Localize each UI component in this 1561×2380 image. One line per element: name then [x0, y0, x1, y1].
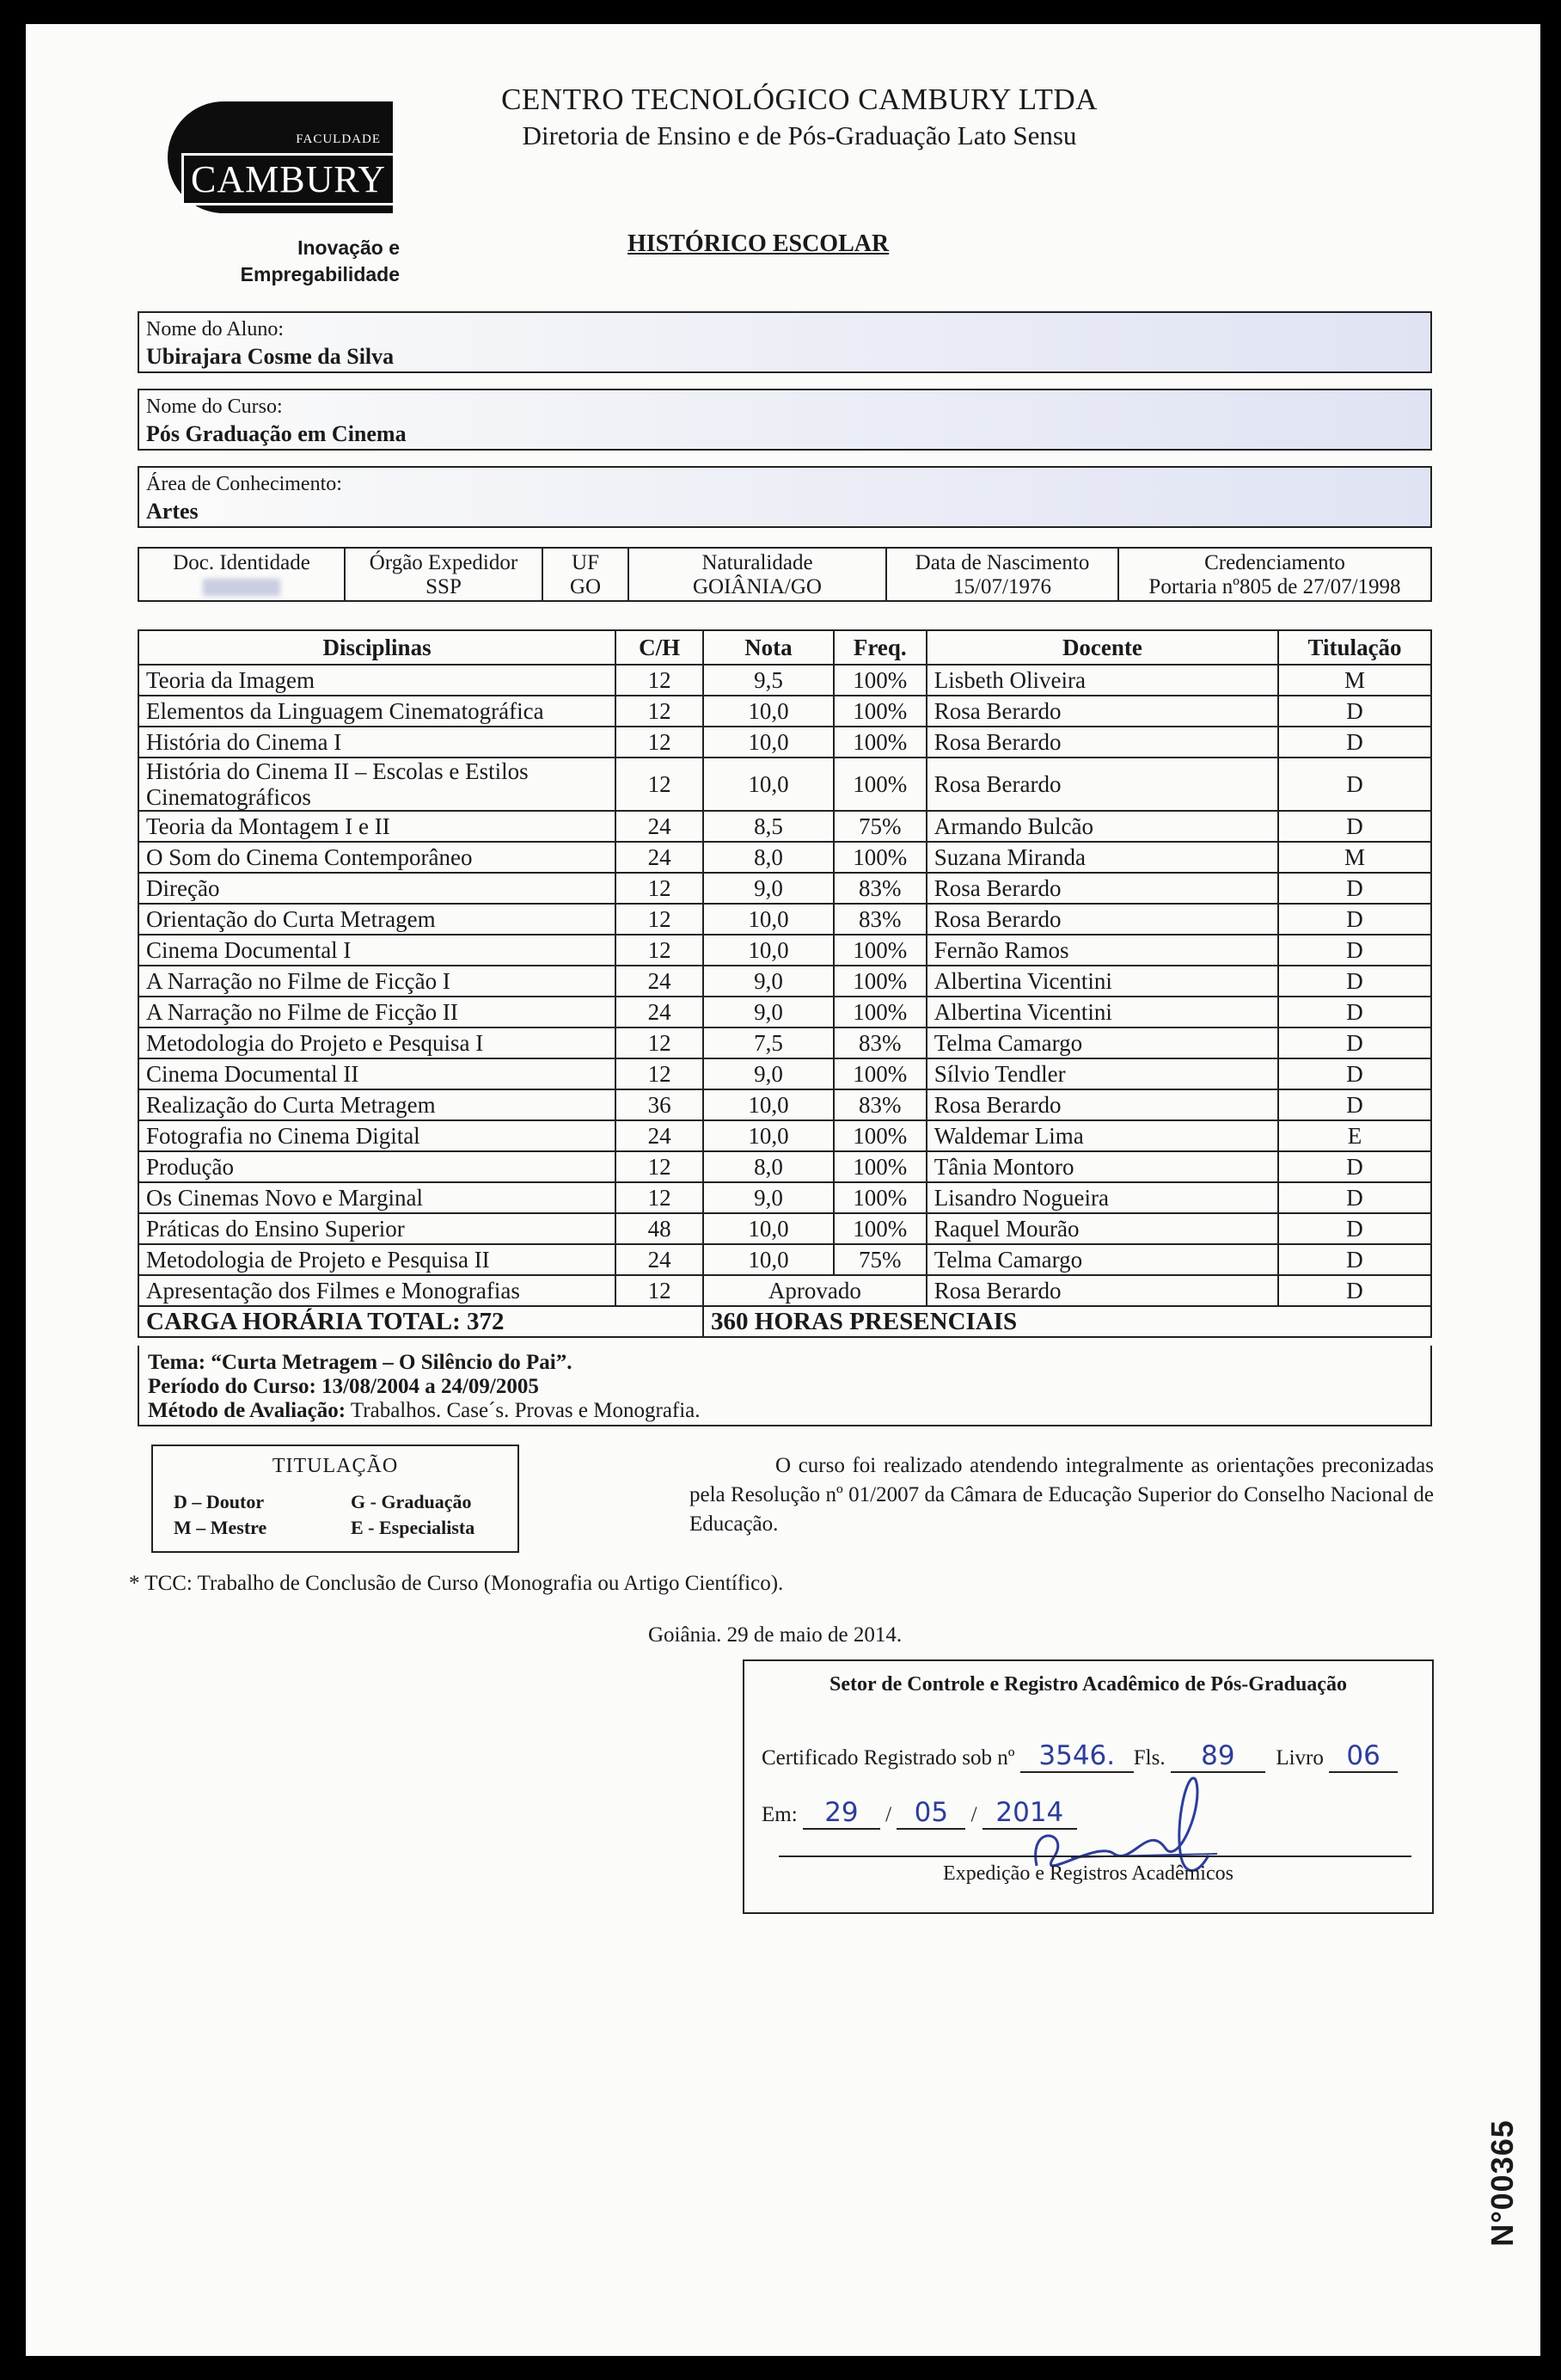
discipline-cell: Cinema Documental I — [138, 935, 615, 966]
titulacao-cell: D — [1278, 1027, 1431, 1058]
discipline-cell: Os Cinemas Novo e Marginal — [138, 1182, 615, 1213]
nota-cell: 10,0 — [703, 904, 834, 935]
grades-body — [138, 665, 1431, 1275]
freq-cell: 83% — [834, 904, 927, 935]
id-cell — [139, 549, 346, 600]
date-line: Em: 29 / 05 / 2014 — [762, 1797, 1077, 1830]
logo-tagline — [241, 235, 400, 288]
table-row — [138, 935, 1431, 966]
discipline-cell: Teoria da Montagem I e II — [138, 811, 615, 842]
tcc-note: * TCC: Trabalho de Conclusão de Curso (Monografia ou Artigo Científico). — [129, 1572, 784, 1595]
freq-cell: 100% — [834, 1213, 927, 1244]
table-row — [138, 727, 1431, 758]
table-row — [138, 758, 1431, 811]
col-header-titulacao: Titulação — [1278, 630, 1431, 665]
nota-cell: 9,0 — [703, 873, 834, 904]
issuer-value: SSP — [425, 575, 462, 598]
id-value-redacted — [203, 579, 280, 596]
discipline-cell: Cinema Documental II — [138, 1058, 615, 1089]
docente-cell: Waldemar Lima — [927, 1120, 1278, 1151]
issuer-label: Órgão Expedidor — [369, 551, 518, 574]
nota-cell: 7,5 — [703, 1027, 834, 1058]
uf-value: GO — [569, 575, 602, 598]
course-label: Nome do Curso: — [146, 396, 283, 418]
nota-cell: 10,0 — [703, 935, 834, 966]
discipline-cell: A Narração no Filme de Ficção II — [138, 997, 615, 1027]
nota-cell: 9,0 — [703, 1182, 834, 1213]
course-box — [138, 389, 1432, 451]
discipline-cell: A Narração no Filme de Ficção I — [138, 966, 615, 997]
docente-cell: Lisbeth Oliveira — [927, 665, 1278, 696]
col-header-disciplinas: Disciplinas — [138, 630, 615, 665]
grades-table — [138, 629, 1432, 1338]
nota-cell: 10,0 — [703, 696, 834, 727]
freq-cell: 75% — [834, 1244, 927, 1275]
reg-month: 05 — [897, 1797, 965, 1830]
docente-cell: Raquel Mourão — [927, 1213, 1278, 1244]
periodo-line — [148, 1375, 1422, 1399]
nota-cell: 9,0 — [703, 1058, 834, 1089]
document-page — [26, 24, 1540, 2356]
freq-cell: 100% — [834, 1058, 927, 1089]
titulacao-legend — [151, 1445, 519, 1553]
table-row — [138, 842, 1431, 873]
student-name-box — [138, 311, 1432, 373]
freq-cell: 100% — [834, 1120, 927, 1151]
birthplace-cell — [629, 549, 887, 600]
docente-cell: Lisandro Nogueira — [927, 1182, 1278, 1213]
docente-cell: Rosa Berardo — [927, 873, 1278, 904]
legend-mestre: M – Mestre — [174, 1517, 267, 1538]
nota-cell: 8,5 — [703, 811, 834, 842]
legend-especialista: E - Especialista — [351, 1517, 475, 1538]
directorate-name: Diretoria de Ensino e de Pós-Graduação Lato Sensu — [522, 120, 1077, 150]
freq-cell: 100% — [834, 696, 927, 727]
col-header-ch: C/H — [615, 630, 703, 665]
student-name: Ubirajara Cosme da Silva — [146, 344, 395, 369]
discipline-cell: Direção — [138, 873, 615, 904]
nota-cell: 9,0 — [703, 997, 834, 1027]
table-row — [138, 873, 1431, 904]
docente-cell: Fernão Ramos — [927, 935, 1278, 966]
uf-label: UF — [572, 551, 599, 574]
fls-label: Fls. — [1133, 1746, 1166, 1770]
tema-value: “Curta Metragem – O Silêncio do Pai”. — [211, 1351, 572, 1374]
col-header-freq: Freq. — [834, 630, 927, 665]
docente-cell: Armando Bulcão — [927, 811, 1278, 842]
freq-cell: 100% — [834, 758, 927, 811]
tema-label: Tema: — [148, 1351, 206, 1374]
docente-cell: Tânia Montoro — [927, 1151, 1278, 1182]
declaration-text: O curso foi realizado atendendo integralmente as orientações preconizadas pela Resolução nº 01/2007 da Câmara de Educação Superior do Conselho Nacional de Educação. — [689, 1454, 1434, 1536]
registry-title: Setor de Controle e Registro Acadêmico de Pós-Graduação — [829, 1673, 1347, 1696]
logo-band — [168, 101, 393, 213]
discipline-cell: Apresentação dos Filmes e Monografias — [138, 1275, 615, 1306]
periodo-label: Período do Curso: — [148, 1375, 316, 1398]
document-details-row — [138, 547, 1432, 602]
discipline-cell: Orientação do Curta Metragem — [138, 904, 615, 935]
course-name: Pós Graduação em Cinema — [146, 421, 407, 446]
logo-name: CAMBURY — [181, 153, 395, 205]
ch-cell: 36 — [615, 1089, 703, 1120]
table-row — [138, 966, 1431, 997]
titulacao-cell: D — [1278, 997, 1431, 1027]
nota-cell: 10,0 — [703, 1089, 834, 1120]
total-presencial: 360 HORAS PRESENCIAIS — [703, 1306, 1431, 1337]
titulacao-cell: E — [1278, 1120, 1431, 1151]
uf-cell — [543, 549, 629, 600]
discipline-cell: Produção — [138, 1151, 615, 1182]
certificate-line — [762, 1740, 1398, 1773]
serial-number — [1477, 2070, 1528, 2294]
logo-faculdade-text: FACULDADE — [296, 132, 381, 146]
table-row — [138, 1120, 1431, 1151]
birthdate-cell — [887, 549, 1119, 600]
ch-cell: 12 — [615, 1058, 703, 1089]
titulacao-cell: D — [1278, 1182, 1431, 1213]
discipline-cell: Realização do Curta Metragem — [138, 1089, 615, 1120]
freq-cell: 100% — [834, 997, 927, 1027]
accreditation-label: Credenciamento — [1204, 551, 1345, 574]
cert-label: Certificado Registrado sob nº — [762, 1746, 1015, 1770]
table-row — [138, 696, 1431, 727]
registry-box — [743, 1659, 1434, 1914]
id-label: Doc. Identidade — [173, 551, 310, 574]
freq-cell: 100% — [834, 1182, 927, 1213]
col-header-nota: Nota — [703, 630, 834, 665]
ch-cell: 24 — [615, 842, 703, 873]
area-value: Artes — [146, 499, 199, 524]
freq-cell: 100% — [834, 727, 927, 758]
ch-cell: 24 — [615, 1244, 703, 1275]
freq-cell: 83% — [834, 1089, 927, 1120]
titulacao-cell: D — [1278, 1058, 1431, 1089]
metodo-value: Trabalhos. Case´s. Provas e Monografia. — [350, 1399, 701, 1422]
area-box — [138, 466, 1432, 528]
nota-cell: 10,0 — [703, 1244, 834, 1275]
nota-cell: 10,0 — [703, 758, 834, 811]
titulacao-cell: D — [1278, 873, 1431, 904]
table-row — [138, 1275, 1431, 1306]
result-cell: Aprovado — [703, 1275, 927, 1306]
birthdate-label: Data de Nascimento — [915, 551, 1090, 574]
reg-day: 29 — [803, 1797, 880, 1830]
ch-cell: 12 — [615, 935, 703, 966]
periodo-value: 13/08/2004 a 24/09/2005 — [321, 1375, 539, 1398]
nota-cell: 10,0 — [703, 727, 834, 758]
legend-doutor: D – Doutor — [174, 1491, 265, 1512]
cambury-logo — [168, 84, 400, 308]
table-row — [138, 1244, 1431, 1275]
birthplace-label: Naturalidade — [701, 551, 813, 574]
total-hours: CARGA HORÁRIA TOTAL: 372 — [138, 1306, 703, 1337]
docente-cell: Albertina Vicentini — [927, 997, 1278, 1027]
discipline-cell: Elementos da Linguagem Cinematográfica — [138, 696, 615, 727]
tagline-line-2: Empregabilidade — [240, 263, 400, 285]
livro-label: Livro — [1276, 1746, 1324, 1770]
legend-graduacao: G - Graduação — [351, 1491, 472, 1512]
titulacao-cell: D — [1278, 966, 1431, 997]
livro-value: 06 — [1329, 1740, 1398, 1773]
ch-cell: 24 — [615, 997, 703, 1027]
legend-title: TITULAÇÃO — [272, 1455, 399, 1477]
discipline-cell: Teoria da Imagem — [138, 665, 615, 696]
table-row — [138, 1027, 1431, 1058]
nota-cell: 9,5 — [703, 665, 834, 696]
titulacao-cell: M — [1278, 842, 1431, 873]
titulacao-cell: D — [1278, 696, 1431, 727]
col-header-docente: Docente — [927, 630, 1278, 665]
accreditation-value: Portaria nº805 de 27/07/1998 — [1148, 575, 1401, 598]
em-label: Em: — [762, 1803, 798, 1826]
discipline-cell: O Som do Cinema Contemporâneo — [138, 842, 615, 873]
titulacao-cell: D — [1278, 1151, 1431, 1182]
docente-cell: Telma Camargo — [927, 1244, 1278, 1275]
table-row — [138, 904, 1431, 935]
place-date: Goiânia. 29 de maio de 2014. — [648, 1623, 903, 1647]
docente-cell: Rosa Berardo — [927, 904, 1278, 935]
birthplace-value: GOIÂNIA/GO — [693, 575, 822, 598]
table-header-row — [138, 630, 1431, 665]
freq-cell: 100% — [834, 842, 927, 873]
docente-cell: Telma Camargo — [927, 1027, 1278, 1058]
table-row — [138, 1182, 1431, 1213]
nota-cell: 8,0 — [703, 1151, 834, 1182]
freq-cell: 75% — [834, 811, 927, 842]
cert-number: 3546. — [1020, 1740, 1134, 1773]
issuer-cell — [346, 549, 543, 600]
table-row — [138, 1058, 1431, 1089]
total-row — [138, 1306, 1431, 1337]
freq-cell: 100% — [834, 1151, 927, 1182]
fls-value: 89 — [1171, 1740, 1265, 1773]
institution-header — [413, 83, 1186, 151]
docente-cell: Sílvio Tendler — [927, 1058, 1278, 1089]
table-row — [138, 997, 1431, 1027]
reg-year: 2014 — [983, 1797, 1077, 1830]
ch-cell: 24 — [615, 811, 703, 842]
ch-cell: 12 — [615, 1182, 703, 1213]
titulacao-cell: D — [1278, 727, 1431, 758]
student-name-label: Nome do Aluno: — [146, 318, 284, 340]
titulacao-cell: D — [1278, 811, 1431, 842]
ch-cell: 12 — [615, 873, 703, 904]
titulacao-cell: D — [1278, 904, 1431, 935]
ch-cell: 24 — [615, 966, 703, 997]
titulacao-cell: D — [1278, 1244, 1431, 1275]
ch-cell: 12 — [615, 696, 703, 727]
discipline-cell: História do Cinema II – Escolas e Estilos Cinematográficos — [138, 758, 615, 811]
nota-cell: 10,0 — [703, 1213, 834, 1244]
course-notes — [138, 1346, 1432, 1426]
table-row — [138, 665, 1431, 696]
table-row — [138, 1089, 1431, 1120]
ch-cell: 24 — [615, 1120, 703, 1151]
nota-cell: 10,0 — [703, 1120, 834, 1151]
docente-cell: Suzana Miranda — [927, 842, 1278, 873]
discipline-cell: História do Cinema I — [138, 727, 615, 758]
serial-text: N°00365 — [1484, 2119, 1520, 2247]
nota-cell: 9,0 — [703, 966, 834, 997]
titulacao-cell: D — [1278, 935, 1431, 966]
ch-cell: 12 — [615, 904, 703, 935]
ch-cell: 48 — [615, 1213, 703, 1244]
ch-cell: 12 — [615, 727, 703, 758]
ch-cell: 12 — [615, 1151, 703, 1182]
table-row — [138, 811, 1431, 842]
document-title: HISTÓRICO ESCOLAR — [627, 230, 890, 257]
docente-cell: Rosa Berardo — [927, 758, 1278, 811]
discipline-cell: Metodologia do Projeto e Pesquisa I — [138, 1027, 615, 1058]
titulacao-cell: D — [1278, 1275, 1431, 1306]
ch-cell: 12 — [615, 1027, 703, 1058]
ch-cell: 12 — [615, 665, 703, 696]
discipline-cell: Fotografia no Cinema Digital — [138, 1120, 615, 1151]
institution-name: CENTRO TECNOLÓGICO CAMBURY LTDA — [501, 83, 1098, 116]
docente-cell: Rosa Berardo — [927, 1275, 1278, 1306]
titulacao-cell: D — [1278, 1213, 1431, 1244]
accreditation-cell — [1119, 549, 1430, 600]
ch-cell: 12 — [615, 758, 703, 811]
table-row — [138, 1213, 1431, 1244]
ch-cell: 12 — [615, 1275, 703, 1306]
freq-cell: 100% — [834, 665, 927, 696]
freq-cell: 83% — [834, 873, 927, 904]
table-row — [138, 1151, 1431, 1182]
nota-cell: 8,0 — [703, 842, 834, 873]
area-label: Área de Conhecimento: — [146, 473, 342, 495]
metodo-line — [148, 1399, 1422, 1423]
titulacao-cell: M — [1278, 665, 1431, 696]
tema-line — [148, 1351, 1422, 1375]
docente-cell: Rosa Berardo — [927, 696, 1278, 727]
tagline-line-1: Inovação e — [297, 236, 400, 259]
metodo-label: Método de Avaliação: — [148, 1399, 346, 1422]
titulacao-cell: D — [1278, 1089, 1431, 1120]
freq-cell: 100% — [834, 966, 927, 997]
freq-cell: 83% — [834, 1027, 927, 1058]
docente-cell: Albertina Vicentini — [927, 966, 1278, 997]
titulacao-cell: D — [1278, 758, 1431, 811]
freq-cell: 100% — [834, 935, 927, 966]
birthdate-value: 15/07/1976 — [953, 575, 1051, 598]
signature-line — [779, 1856, 1411, 1857]
signature-caption: Expedição e Registros Acadêmicos — [943, 1862, 1233, 1885]
discipline-cell: Práticas do Ensino Superior — [138, 1213, 615, 1244]
docente-cell: Rosa Berardo — [927, 1089, 1278, 1120]
docente-cell: Rosa Berardo — [927, 727, 1278, 758]
discipline-cell: Metodologia de Projeto e Pesquisa II — [138, 1244, 615, 1275]
